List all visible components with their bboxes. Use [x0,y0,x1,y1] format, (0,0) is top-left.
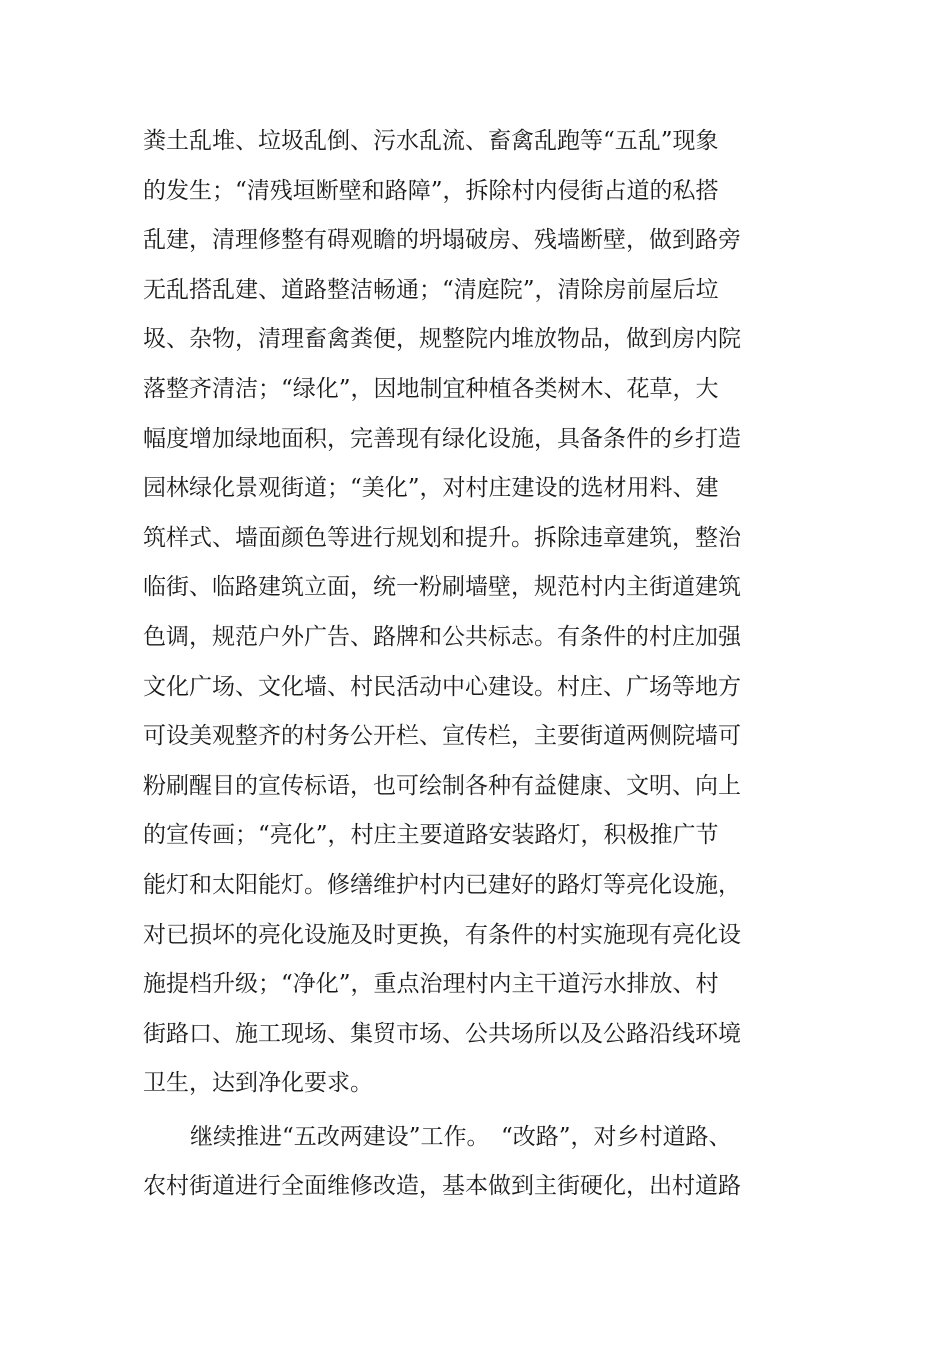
text-line: 施提档升级；“净化”，重点治理村内主干道污水排放、村 [143,971,719,998]
text-line: 园林绿化景观街道；“美化”，对村庄建设的选材用料、建 [143,475,719,502]
paragraph-1 [143,121,843,1113]
text-line: 可设美观整齐的村务公开栏、宣传栏，主要街道两侧院墙可 [143,723,741,750]
text-line-first: 继续推进“五改两建设”工作。 “改路”，对乡村道路、 [190,1123,732,1150]
text-line: 无乱搭乱建、道路整洁畅通；“清庭院”，清除房前屋后垃 [143,276,719,303]
text-line: 粉刷醒目的宣传标语，也可绘制各种有益健康、文明、向上 [143,772,741,799]
text-line: 色调，规范户外广告、路牌和公共标志。有条件的村庄加强 [143,623,741,650]
text-line: 能灯和太阳能灯。修缮维护村内已建好的路灯等亮化设施， [143,871,741,898]
body-text [143,121,843,1216]
text-line: 街路口、施工现场、集贸市场、公共场所以及公路沿线环境 [143,1020,741,1047]
text-line: 粪土乱堆、垃圾乱倒、污水乱流、畜禽乱跑等“五乱”现象 [143,128,719,154]
text-line: 筑样式、墙面颜色等进行规划和提升。拆除违章建筑，整治 [143,524,741,551]
text-line: 幅度增加绿地面积，完善现有绿化设施，具备条件的乡打造 [143,425,741,452]
text-line: 乱建，清理修整有碍观瞻的坍塌破房、残墙断壁，做到路旁 [143,227,741,254]
text-line: 卫生，达到净化要求。 [143,1070,373,1097]
text-line: 圾、杂物，清理畜禽粪便，规整院内堆放物品，做到房内院 [143,326,741,353]
text-line: 临街、临路建筑立面，统一粉刷墙壁，规范村内主街道建筑 [143,574,741,601]
text-line: 的发生；“清残垣断壁和路障”，拆除村内侵街占道的私搭 [143,177,719,204]
text-line: 落整齐清洁；“绿化”，因地制宜种植各类树木、花草，大 [143,375,719,402]
text-line: 对已损坏的亮化设施及时更换，有条件的村实施现有亮化设 [143,921,741,948]
text-line: 农村街道进行全面维修改造，基本做到主街硬化，出村道路 [143,1173,741,1200]
paragraph-2 [143,1117,843,1216]
text-line: 文化广场、文化墙、村民活动中心建设。村庄、广场等地方 [143,673,741,700]
text-line: 的宣传画；“亮化”，村庄主要道路安装路灯，积极推广节 [143,822,719,849]
